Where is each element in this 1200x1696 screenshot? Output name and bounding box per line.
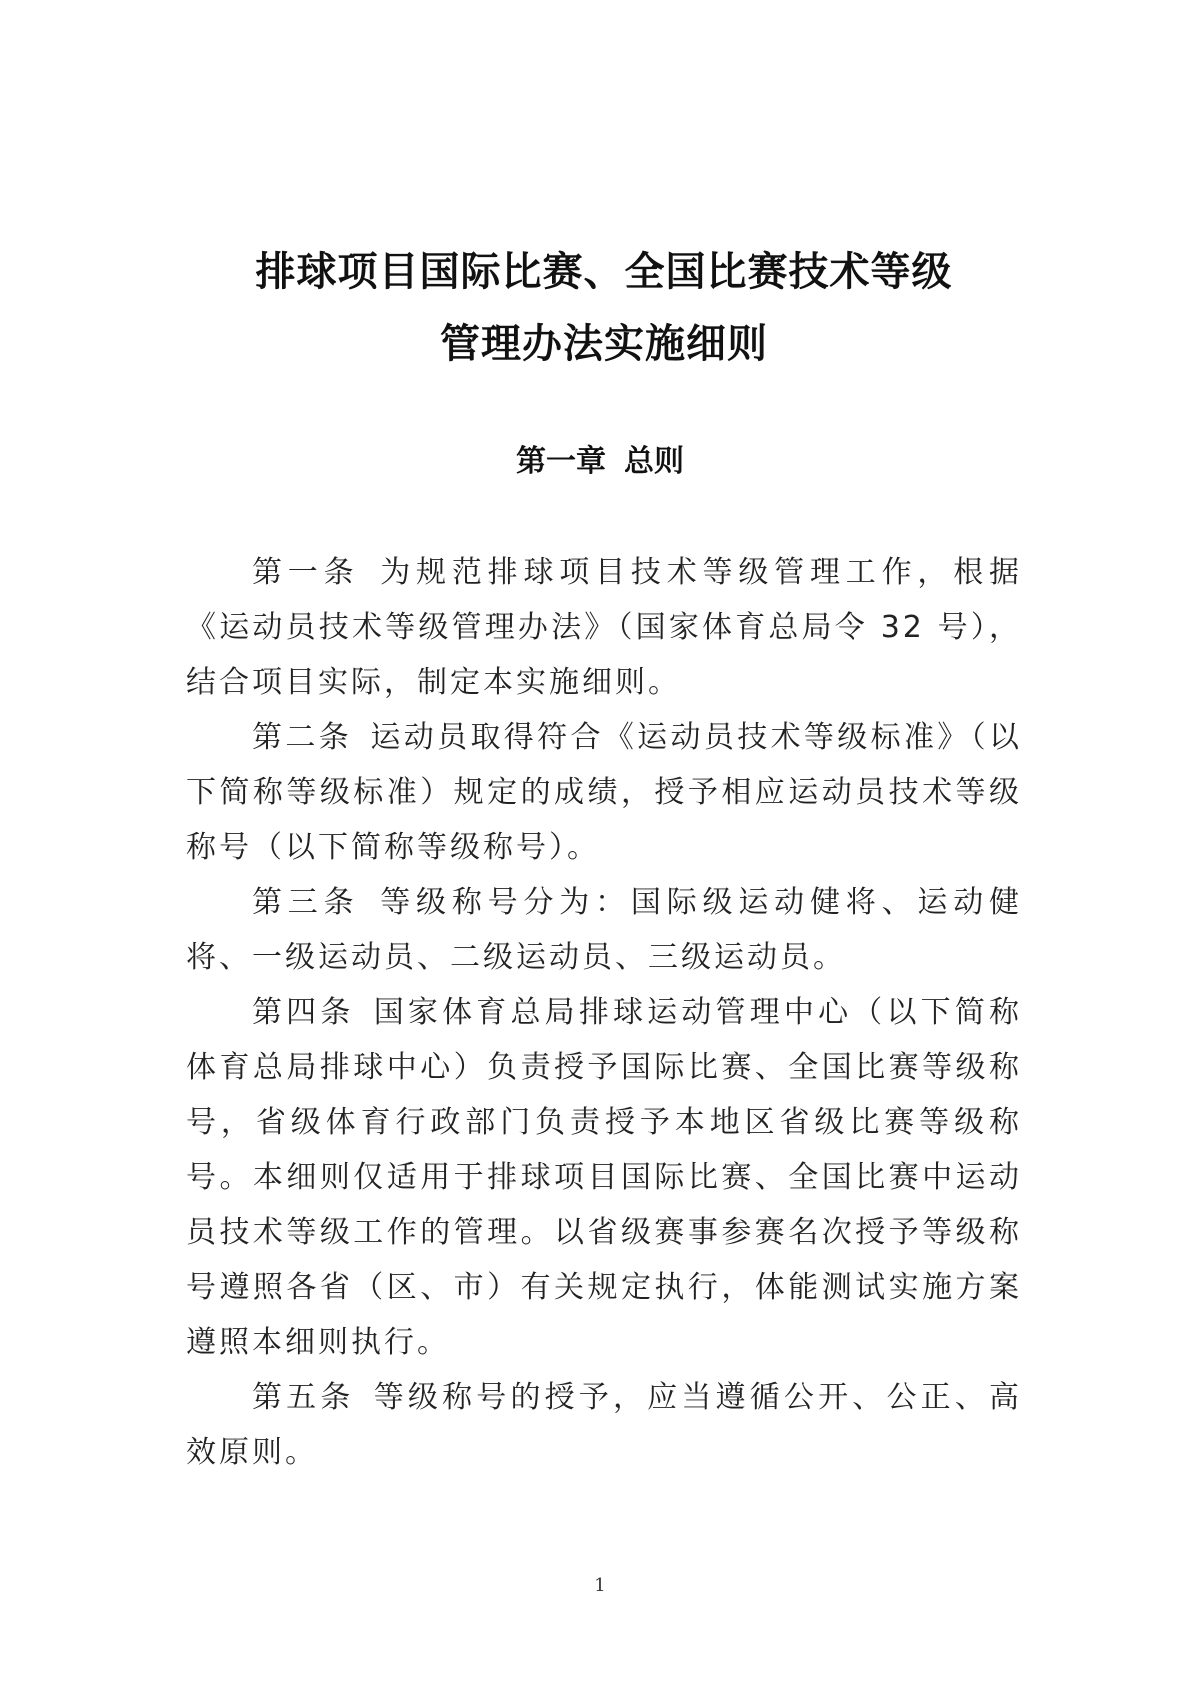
article-text: 等级称号的授予，应当遵循公开、公正、高效原则。: [186, 1380, 1023, 1470]
article-paragraph: [186, 545, 1022, 710]
article-number: 第三条: [252, 885, 360, 920]
body-text: [186, 545, 1022, 1480]
article-number: 第四条: [252, 995, 355, 1030]
document-title: [186, 236, 1022, 380]
article-text: 等级称号分为：国际级运动健将、运动健将、一级运动员、二级运动员、三级运动员。: [186, 885, 1023, 975]
title-line-1: 排球项目国际比赛、全国比赛技术等级: [255, 248, 953, 295]
article-text: 为规范排球项目技术等级管理工作，根据《运动员技术等级管理办法》（国家体育总局令 32 号），结合项目实际，制定本实施细则。: [186, 555, 1023, 700]
article-number: 第五条: [252, 1380, 355, 1415]
article-paragraph: [186, 710, 1022, 875]
article-number: 第一条: [252, 555, 360, 590]
article-paragraph: [186, 1370, 1022, 1480]
article-paragraph: [186, 875, 1022, 985]
title-line-2: 管理办法实施细则: [440, 320, 768, 367]
chapter-number: 第一章: [516, 444, 606, 479]
page-number: 1: [594, 1575, 606, 1596]
chapter-heading: [0, 440, 1200, 484]
article-text: 运动员取得符合《运动员技术等级标准》（以下简称等级标准）规定的成绩，授予相应运动员技术等级称号（以下简称等级称号）。: [186, 720, 1023, 865]
chapter-name: 总则: [624, 444, 684, 479]
article-paragraph: [186, 985, 1022, 1370]
article-text: 国家体育总局排球运动管理中心（以下简称体育总局排球中心）负责授予国际比赛、全国比赛等级称号，省级体育行政部门负责授予本地区省级比赛等级称号。本细则仅适用于排球项目国际比赛、全国比赛中运动员技术等级工作的管理。以省级赛事参赛名次授予等级称号遵照各省（区、市）有关规定执行，体能测试实施方案遵照本细则执行。: [186, 995, 1023, 1360]
article-number: 第二条: [252, 720, 353, 755]
